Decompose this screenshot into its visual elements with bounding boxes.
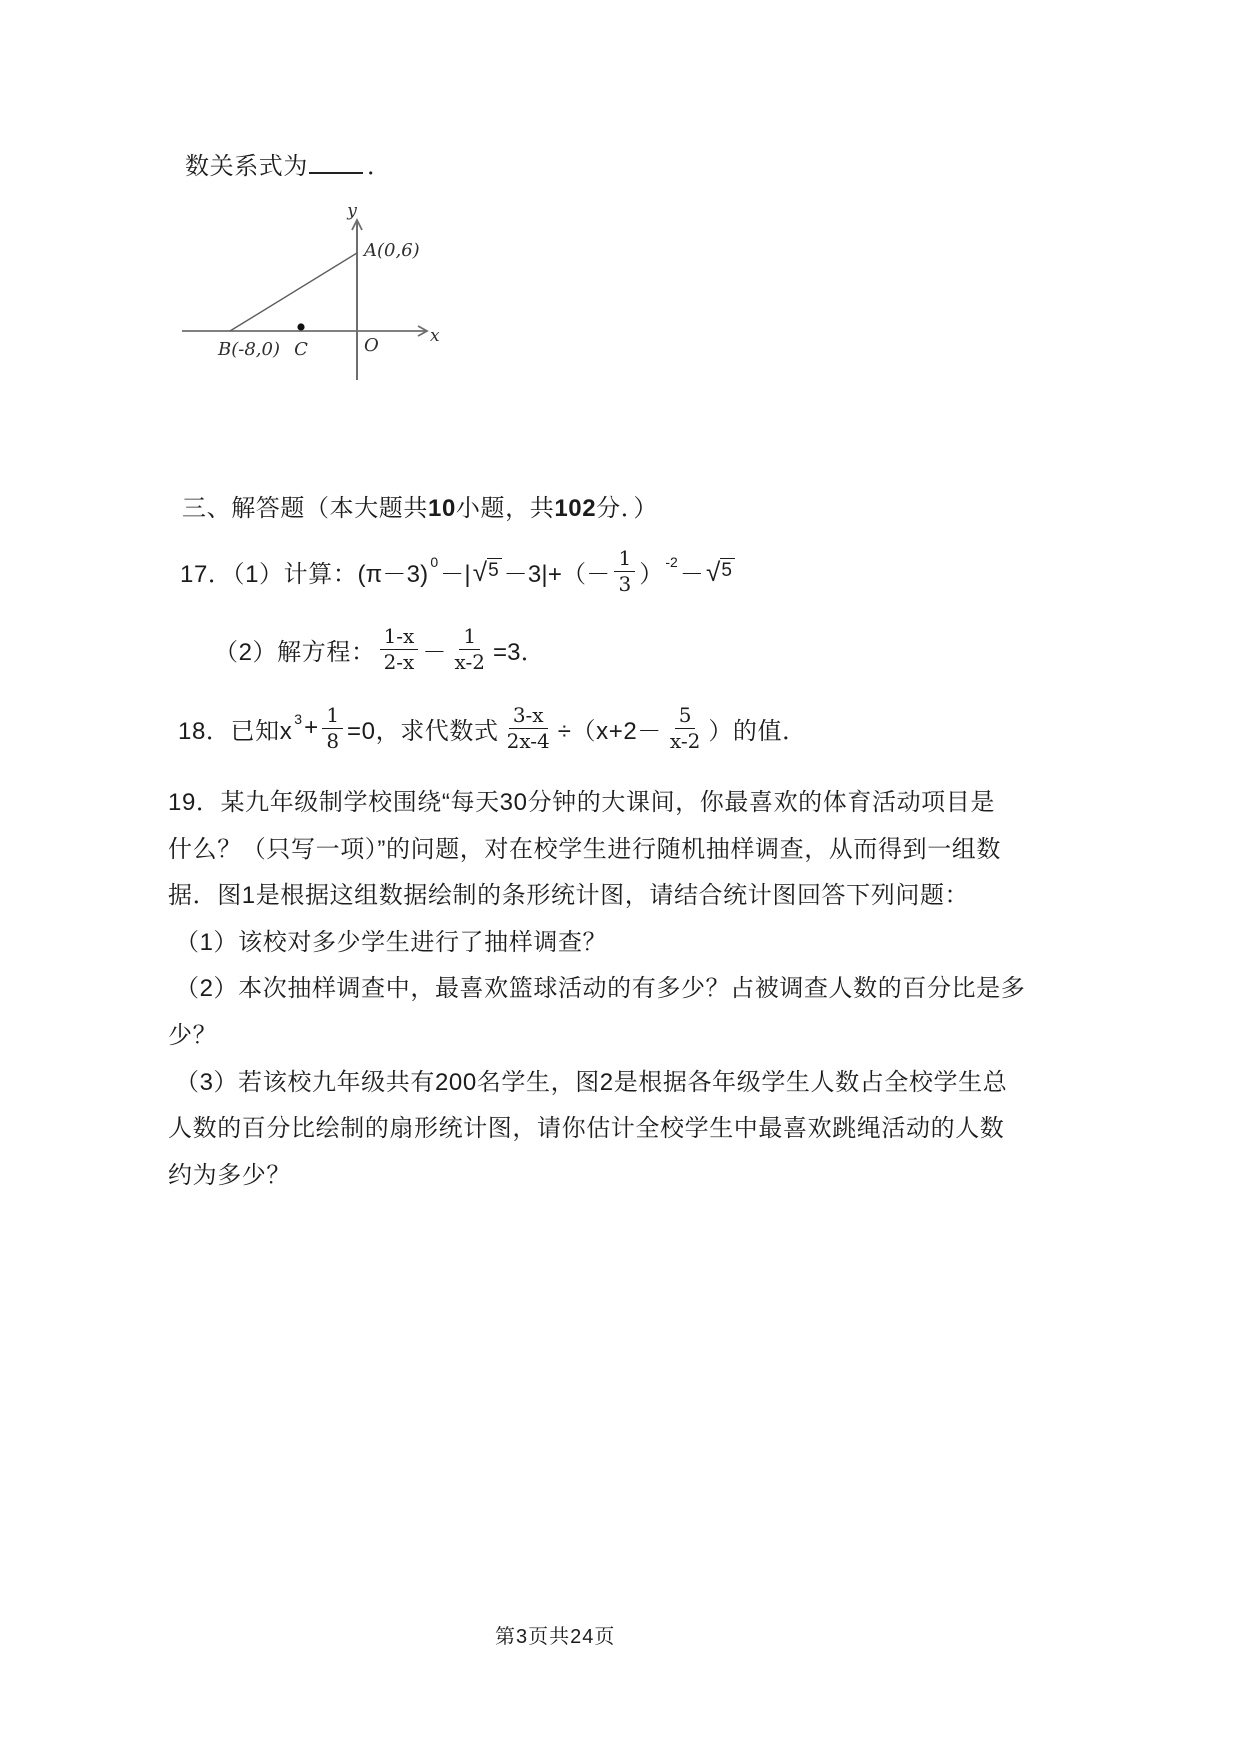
q17-part1-expr1: (π－3)	[357, 560, 429, 588]
fraction-5-xm2	[666, 704, 704, 753]
q19-subquestion-3-cont: 人数的百分比绘制的扇形统计图，请你估计全校学生中最喜欢跳绳活动的人数	[168, 1115, 1005, 1143]
q17-part1-expr5: －	[679, 560, 705, 588]
frac-numerator: 5	[675, 704, 696, 729]
section-heading-mid: 小题，共	[455, 495, 555, 522]
question-17-part2	[214, 618, 545, 680]
sqrt-radical	[472, 557, 502, 587]
page-number-footer: 第3页共24页	[495, 1626, 616, 1648]
frac-denominator: x-2	[454, 649, 485, 674]
fraction-one-eighth	[322, 704, 343, 753]
frac-numerator: 1	[459, 625, 480, 650]
point-c-label: C	[294, 339, 308, 360]
q19-line-1: 19．某九年级制学校围绕“每天30分钟的大课间，你最喜欢的体育活动项目是	[168, 789, 995, 816]
q19-subquestion-2: （2）本次抽样调查中，最喜欢篮球活动的有多少？占被调查人数的百分比是多	[175, 975, 1026, 1003]
q19-subquestion-1: （1）该校对多少学生进行了抽样调查？	[175, 928, 608, 956]
q17-part2-equals3: =3．	[492, 638, 545, 666]
sqrt-radical	[706, 557, 735, 587]
lead-period: ．	[367, 153, 392, 180]
question-19	[168, 780, 1025, 1199]
q18-text4: ）的值．	[708, 717, 807, 745]
q18-text2: =0，求代数式	[347, 717, 499, 745]
question-17-part1	[180, 545, 737, 597]
frac-denominator: 2x-4	[506, 728, 550, 753]
q18-text1: 18．已知x	[178, 717, 293, 745]
q19-line-2: 什么？（只写一项）”的问题，对在校学生进行随机抽样调查，从而得到一组数	[168, 835, 1001, 863]
q17-part1-exponent-neg2: -2	[665, 554, 678, 570]
frac-denominator: x-2	[669, 728, 701, 753]
lead-line	[185, 150, 392, 184]
frac-numerator: 1	[614, 547, 635, 572]
q17-part2-minus: －	[422, 638, 447, 666]
section-heading-pre: 三、解答题（本大题共	[182, 495, 428, 522]
section-question-count: 10	[428, 495, 456, 522]
section-total-points: 102	[554, 495, 597, 522]
q17-part1-exponent-zero: 0	[430, 554, 439, 570]
q17-part1-head: 17．（1）计算：	[180, 560, 358, 588]
q19-subquestion-3-end: 约为多少？	[168, 1161, 291, 1189]
q19-line-3: 据．图1是根据这组数据绘制的条形统计图，请结合统计图回答下列问题：	[168, 882, 970, 910]
answer-blank	[309, 167, 363, 174]
section-heading	[182, 492, 658, 526]
frac-numerator: 1	[322, 704, 343, 729]
frac-numerator: 3-x	[509, 704, 548, 729]
fraction-1-xm2	[451, 625, 489, 674]
point-b-label: B(-8,0)	[218, 339, 280, 360]
q17-part1-radicand2: 5	[720, 558, 735, 582]
q19-subquestion-3: （3）若该校九年级共有200名学生，图2是根据各年级学生人数占全校学生总	[175, 1068, 1008, 1096]
frac-denominator: 3	[618, 571, 632, 596]
section-heading-post: 分．）	[596, 495, 658, 522]
q17-part2-head: （2）解方程：	[214, 638, 376, 666]
question-18	[178, 698, 807, 758]
q17-part1-expr4: ）	[639, 560, 664, 588]
q17-part1-expr3: －3|+（－	[503, 560, 611, 588]
radical-sign-icon: √	[706, 557, 721, 587]
frac-denominator: 8	[326, 728, 340, 753]
point-c-dot	[297, 323, 304, 330]
x-axis-label: x	[430, 326, 440, 346]
fraction-1mx-2mx	[380, 625, 419, 674]
coordinate-figure	[178, 188, 444, 384]
q18-plus: +	[304, 714, 319, 741]
radical-sign-icon: √	[472, 557, 488, 587]
q19-subquestion-2-cont: 少？	[168, 1021, 218, 1049]
q18-text3: ÷（x+2－	[557, 717, 662, 745]
origin-label: O	[364, 335, 379, 356]
y-axis-label: y	[347, 201, 357, 221]
q17-part1-radicand1: 5	[487, 558, 502, 582]
point-a-label: A(0,6)	[364, 240, 420, 261]
segment-ba	[230, 253, 357, 331]
lead-text: 数关系式为	[185, 153, 308, 180]
q17-part1-expr2: －|	[440, 560, 471, 588]
q18-exponent-cube: 3	[294, 711, 303, 727]
frac-denominator: 2-x	[383, 649, 415, 674]
frac-numerator: 1-x	[380, 625, 419, 650]
fraction-3mx-2xm4	[503, 704, 554, 753]
fraction-one-third	[614, 547, 635, 596]
